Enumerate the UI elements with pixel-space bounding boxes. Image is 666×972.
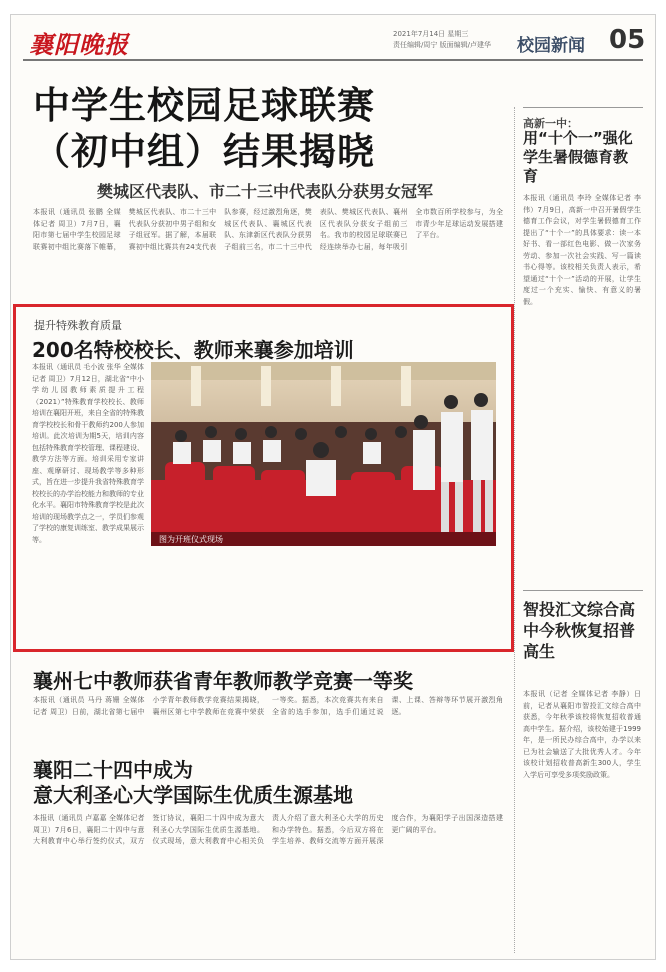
auditorium-scene: [151, 362, 496, 546]
photo-caption: 图为开班仪式现场: [159, 535, 223, 544]
issue-date: 2021年7月14日 星期三: [393, 30, 469, 38]
story3-headline: [33, 758, 353, 808]
newspaper-logo: 襄阳晚报: [29, 30, 129, 59]
story2-body: 本报讯（通讯员 马丹 蒋姗 全媒体记者 周卫）日前，湖北省第七届中小学青年教师教学竞赛结果揭晓，襄州区第七中学教师在竞赛中荣获一等奖。据悉，本次竞赛共有来自全省的选手参加，选手们通过说课、上课、答辩等环节展开激烈角逐。: [33, 696, 503, 716]
masthead: [23, 25, 646, 61]
issue-info: [393, 29, 491, 51]
story3-headline-line2: 意大利圣心大学国际生优质生源基地: [33, 783, 353, 807]
story2-headline: 襄州七中教师获省青年教师教学竞赛一等奖: [33, 669, 413, 693]
feature-story-box: [13, 304, 514, 652]
main-headline-line1: 中学生校园足球联赛: [33, 84, 375, 127]
section-name: 校园新闻: [517, 36, 585, 56]
sidebar-story2-title: 智投汇文综合高中今秋恢复招普高生: [523, 600, 636, 661]
sidebar-kicker: 高新一中：: [523, 117, 578, 130]
column-divider: [514, 107, 515, 953]
main-headline: [33, 83, 503, 175]
feature-body-continued: [151, 552, 496, 647]
feature-kicker: 提升特殊教育质量: [34, 319, 122, 332]
story3-body: 本报讯（通讯员 卢嘉嘉 全媒体记者 周卫）7月6日，襄阳二十四中与意大利教育中心举行签约仪式，双方签订协议，襄阳二十四中成为意大利圣心大学国际生优质生源基地。仪式现场，意大利教育中心相关负责人介绍了意大利圣心大学的历史和办学特色。据悉，今后双方将在学生培养、教师交流等方面开展深度合作，为襄阳学子出国深造搭建更广阔的平台。: [33, 814, 503, 845]
editor-credits: 责任编辑/周宁 版面编辑/卢建华: [393, 41, 491, 49]
newspaper-page: [10, 14, 656, 960]
main-headline-line2: （初中组）结果揭晓: [33, 130, 375, 173]
page-number: 05: [609, 25, 646, 55]
main-story-body: 本报讯（通讯员 张鹏 全媒体记者 周卫）7月7日，襄阳市第七届中学生校园足球联赛初中组比赛落下帷幕，樊城区代表队、市二十三中代表队分获初中男子组和女子组冠军。据了解，本届联赛初中组比赛共有24支代表队参赛，经过激烈角逐，樊城区代表队、襄城区代表队、东津新区代表队分获男子组前三名，市二十三中代表队、樊城区代表队、襄州区代表队分获女子组前三名。我市的校园足球联赛已经连续举办七届，每年吸引全市数百所学校参与，为全市青少年足球运动发展搭建了平台。: [33, 208, 503, 251]
sidebar-story1-body: 本报讯（通讯员 李玲 全媒体记者 李伟）7月9日，高新一中召开暑假学生德育工作会议，对学生暑假德育工作提出了“十个一”的具体要求：读一本好书、看一部红色电影、做一次家务劳动、参加一次社会实践、写一篇读书心得等。该校相关负责人表示，希望通过“十个一”活动的开展，让学生度过一个充实、愉快、有意义的暑假。: [523, 194, 641, 306]
training-photo: [151, 362, 496, 546]
sidebar-rule-mid: [523, 590, 643, 591]
feature-body: 本报讯（通讯员 毛小波 张华 全媒体记者 周卫）7月12日，湖北省“中小学幼儿园教师素质提升工程（2021）”特殊教育学校校长、教师培训在襄阳开班，来自全省的特殊教育学校校长和骨干教师约200人参加培训。此次培训为期5天，培训内容包括特殊教育学校管理、课程建设、教学方法等方面。培训采用专家讲座、观摩研讨、现场教学等多种形式，旨在进一步提升我省特殊教育学校校长的办学治校能力和教师的专业化水平。襄阳市特殊教育学校是此次培训的现场教学点之一，学员们参观了学校的康复训练室、教学成果展示等。: [32, 363, 144, 544]
sidebar-rule-top: [523, 107, 643, 108]
story3-headline-line1: 襄阳二十四中成为: [33, 758, 193, 782]
sidebar-story2-body: 本报讯（记者 全媒体记者 李静）日前，记者从襄阳市智投汇文综合高中获悉，今年秋季该校将恢复招收普通高中学生。据介绍，该校始建于1999年，是一所民办综合高中，办学以来已为社会输送了大批优秀人才。今年该校计划招收普高新生300人，学生入学后可享受多项奖励政策。: [523, 690, 641, 779]
sidebar-story1-title: 用“十个一”强化学生暑假德育教育: [523, 129, 633, 185]
feature-title: 200名特校校长、教师来襄参加培训: [32, 338, 354, 362]
main-subheadline: 樊城区代表队、市二十三中代表队分获男女冠军: [97, 182, 434, 201]
